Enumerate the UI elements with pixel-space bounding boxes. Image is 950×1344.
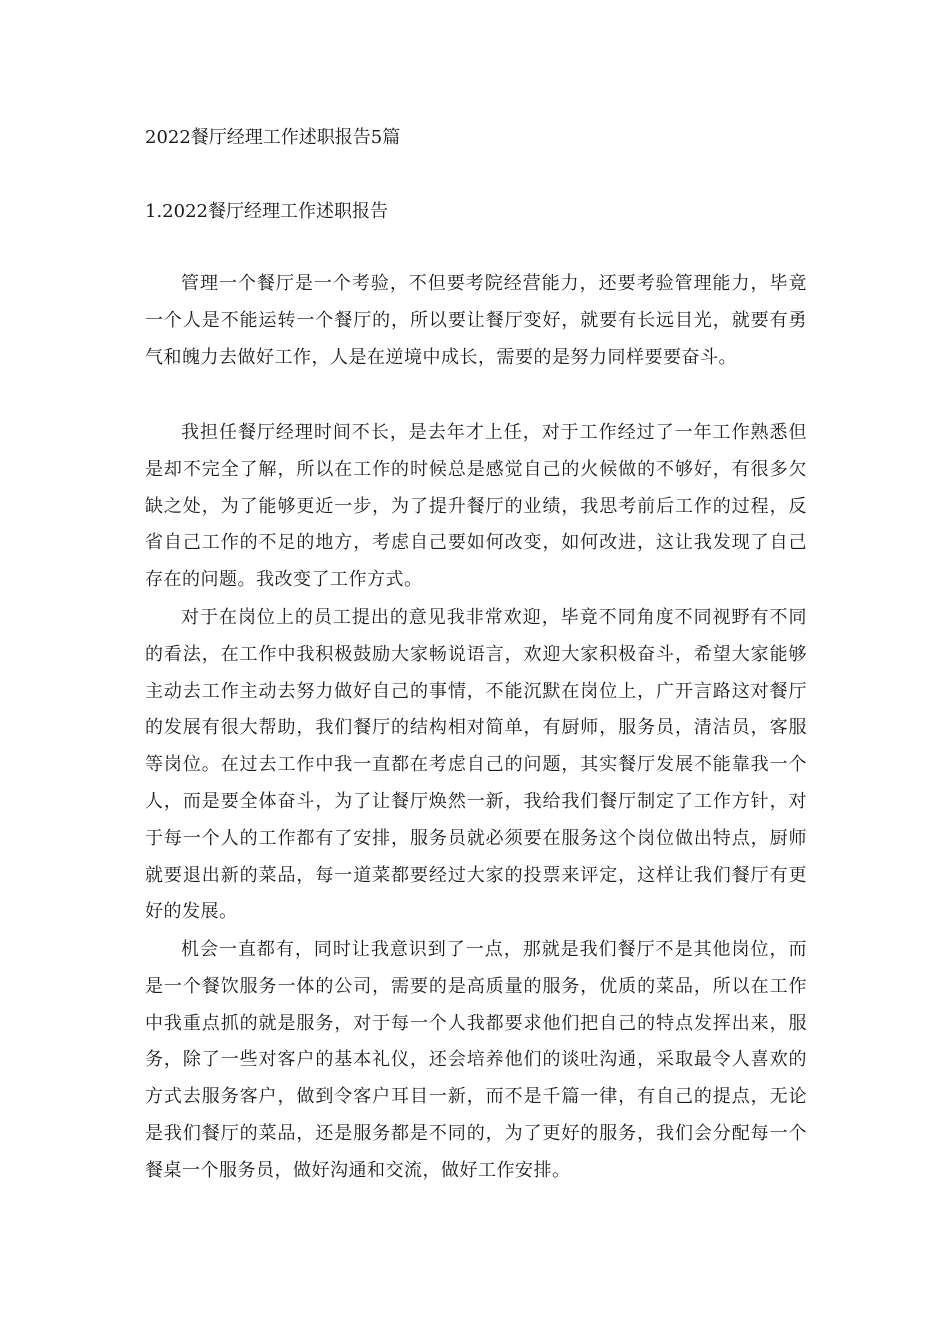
document-title: 2022餐厅经理工作述职报告5篇 <box>145 127 401 148</box>
section-heading: 1.2022餐厅经理工作述职报告 <box>145 201 388 222</box>
paragraph-1: 管理一个餐厅是一个考验，不但要考院经营能力，还要考验管理能力，毕竟一个人是不能运转一个餐厅的，所以要让餐厅变好，就要有长远目光，就要有勇气和魄力去做好工作，人是在逆境中成长，需要的是努力同样要要奋斗。 <box>145 273 807 368</box>
paragraph-2: 我担任餐厅经理时间不长，是去年才上任，对于工作经过了一年工作熟悉但是却不完全了解，所以在工作的时候总是感觉自己的火候做的不够好，有很多欠缺之处，为了能够更近一步，为了提升餐厅的业绩，我思考前后工作的过程，反省自己工作的不足的地方，考虑自己要如何改变，如何改进，这让我发现了自己存在的问题。我改变了工作方式。 <box>145 422 807 591</box>
paragraph-4: 机会一直都有，同时让我意识到了一点，那就是我们餐厅不是其他岗位，而是一个餐饮服务一体的公司，需要的是高质量的服务，优质的菜品，所以在工作中我重点抓的就是服务，对于每一个人我都要求他们把自己的特点发挥出来，服务，除了一些对客户的基本礼仪，还会培养他们的谈吐沟通，采取最令人喜欢的方式去服务客户，做到令客户耳目一新，而不是千篇一律，有自己的提点，无论是我们餐厅的菜品，还是服务都是不同的，为了更好的服务，我们会分配每一个餐桌一个服务员，做好沟通和交流，做好工作安排。 <box>145 939 807 1181</box>
paragraph-3: 对于在岗位上的员工提出的意见我非常欢迎，毕竟不同角度不同视野有不同的看法，在工作中我积极鼓励大家畅说语言，欢迎大家积极奋斗，希望大家能够主动去工作主动去努力做好自己的事情，不能沉默在岗位上，广开言路这对餐厅的发展有很大帮助，我们餐厅的结构相对简单，有厨师，服务员，清洁员，客服等岗位。在过去工作中我一直都在考虑自己的问题，其实餐厅发展不能靠我一个人，而是要全体奋斗，为了让餐厅焕然一新，我给我们餐厅制定了工作方针，对于每一个人的工作都有了安排，服务员就必须要在服务这个岗位做出特点，厨师就要退出新的菜品，每一道菜都要经过大家的投票来评定，这样让我们餐厅有更好的发展。 <box>145 607 807 923</box>
